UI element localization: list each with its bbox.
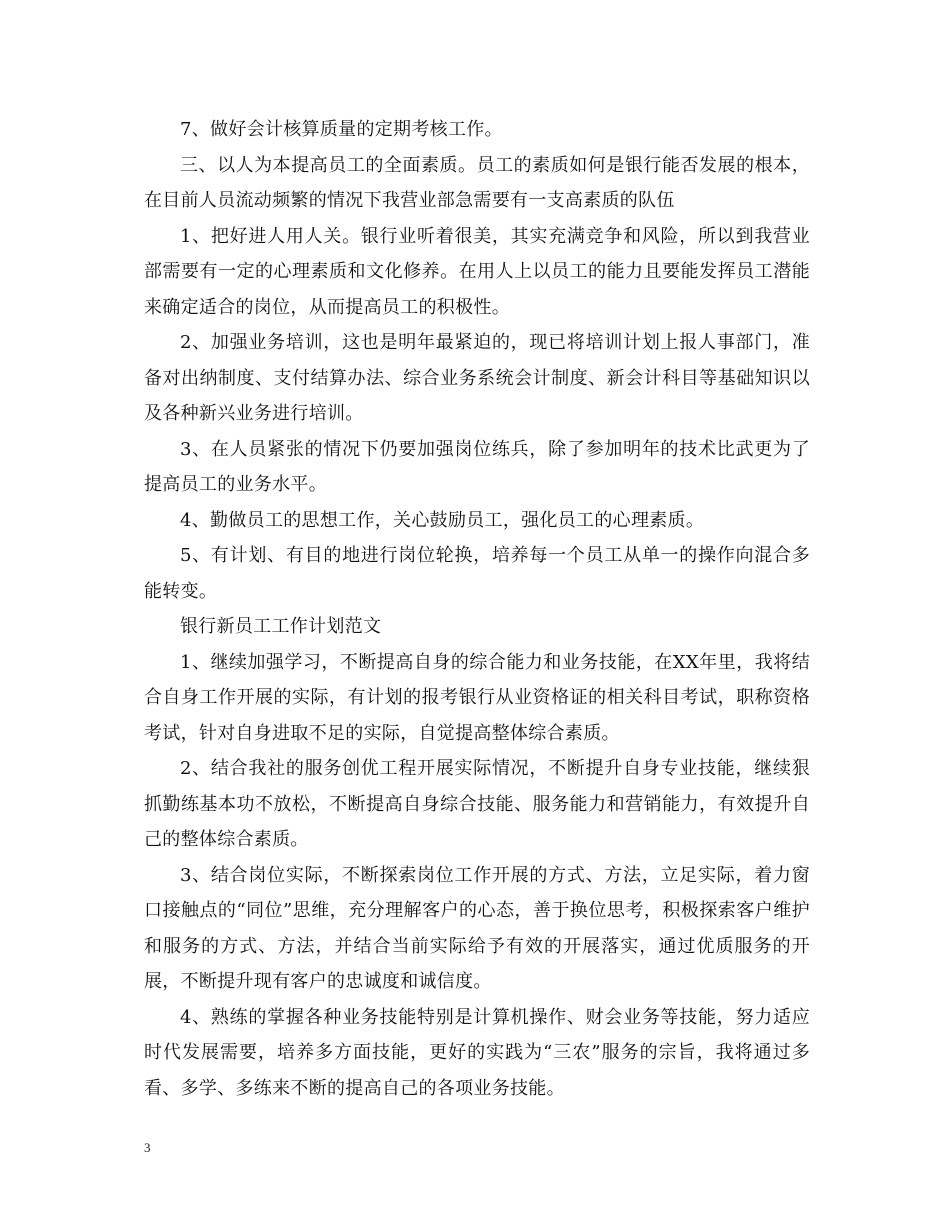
- paragraph-item-2: 2、加强业务培训，这也是明年最紧迫的，现已将培训计划上报人事部门，准备对出纳制度、支付结算办法、综合业务系统会计制度、新会计科目等基础知识以及各种新兴业务进行培训。: [144, 332, 810, 424]
- subtitle: 银行新员工工作计划范文: [180, 616, 382, 637]
- paragraph-item-4: 4、勤做员工的思想工作，关心鼓励员工，强化员工的心理素质。: [180, 509, 705, 531]
- document-body: [144, 112, 810, 1106]
- section-heading-3: 三、以人为本提高员工的全面素质。员工的素质如何是银行能否发展的根本，在目前人员流动频繁的情况下我营业部急需要有一支高素质的队伍: [144, 154, 810, 211]
- plan-item-1: 1、继续加强学习，不断提高自身的综合能力和业务技能，在XX年里，我将结合自身工作开展的实际，有计划的报考银行从业资格证的相关科目考试，职称资格考试，针对自身进取不足的实际，自觉提高整体综合素质。: [144, 651, 810, 744]
- paragraph-item-3: 3、在人员紧张的情况下仍要加强岗位练兵，除了参加明年的技术比武更为了提高员工的业务水平。: [144, 438, 810, 495]
- paragraph-item-1: 1、把好进人用人关。银行业听着很美，其实充满竞争和风险，所以到我营业部需要有一定的心理素质和文化修养。在用人上以员工的能力且要能发挥员工潜能来确定适合的岗位，从而提高员工的积极性。: [144, 225, 810, 318]
- plan-item-3: 3、结合岗位实际，不断探索岗位工作开展的方式、方法，立足实际，着力窗口接触点的“同位”思维，充分理解客户的心态，善于换位思考，积极探索客户维护和服务的方式、方法，并结合当前实际给予有效的开展落实，通过优质服务的开展，不断提升现有客户的忠诚度和诚信度。: [144, 864, 810, 992]
- paragraph-item-7: 7、做好会计核算质量的定期考核工作。: [180, 119, 503, 140]
- plan-item-2: 2、结合我社的服务创优工程开展实际情况，不断提升自身专业技能，继续狠抓勤练基本功不放松，不断提高自身综合技能、服务能力和营销能力，有效提升自己的整体综合素质。: [144, 758, 810, 850]
- plan-item-4: 4、熟练的掌握各种业务技能特别是计算机操作、财会业务等技能，努力适应时代发展需要，培养多方面技能，更好的实践为“三农”服务的宗旨，我将通过多看、多学、多练来不断的提高自己的各项业务技能。: [144, 1006, 810, 1099]
- paragraph-item-5: 5、有计划、有目的地进行岗位轮换，培养每一个员工从单一的操作向混合多能转变。: [144, 545, 810, 602]
- page-number: 3: [144, 1140, 151, 1155]
